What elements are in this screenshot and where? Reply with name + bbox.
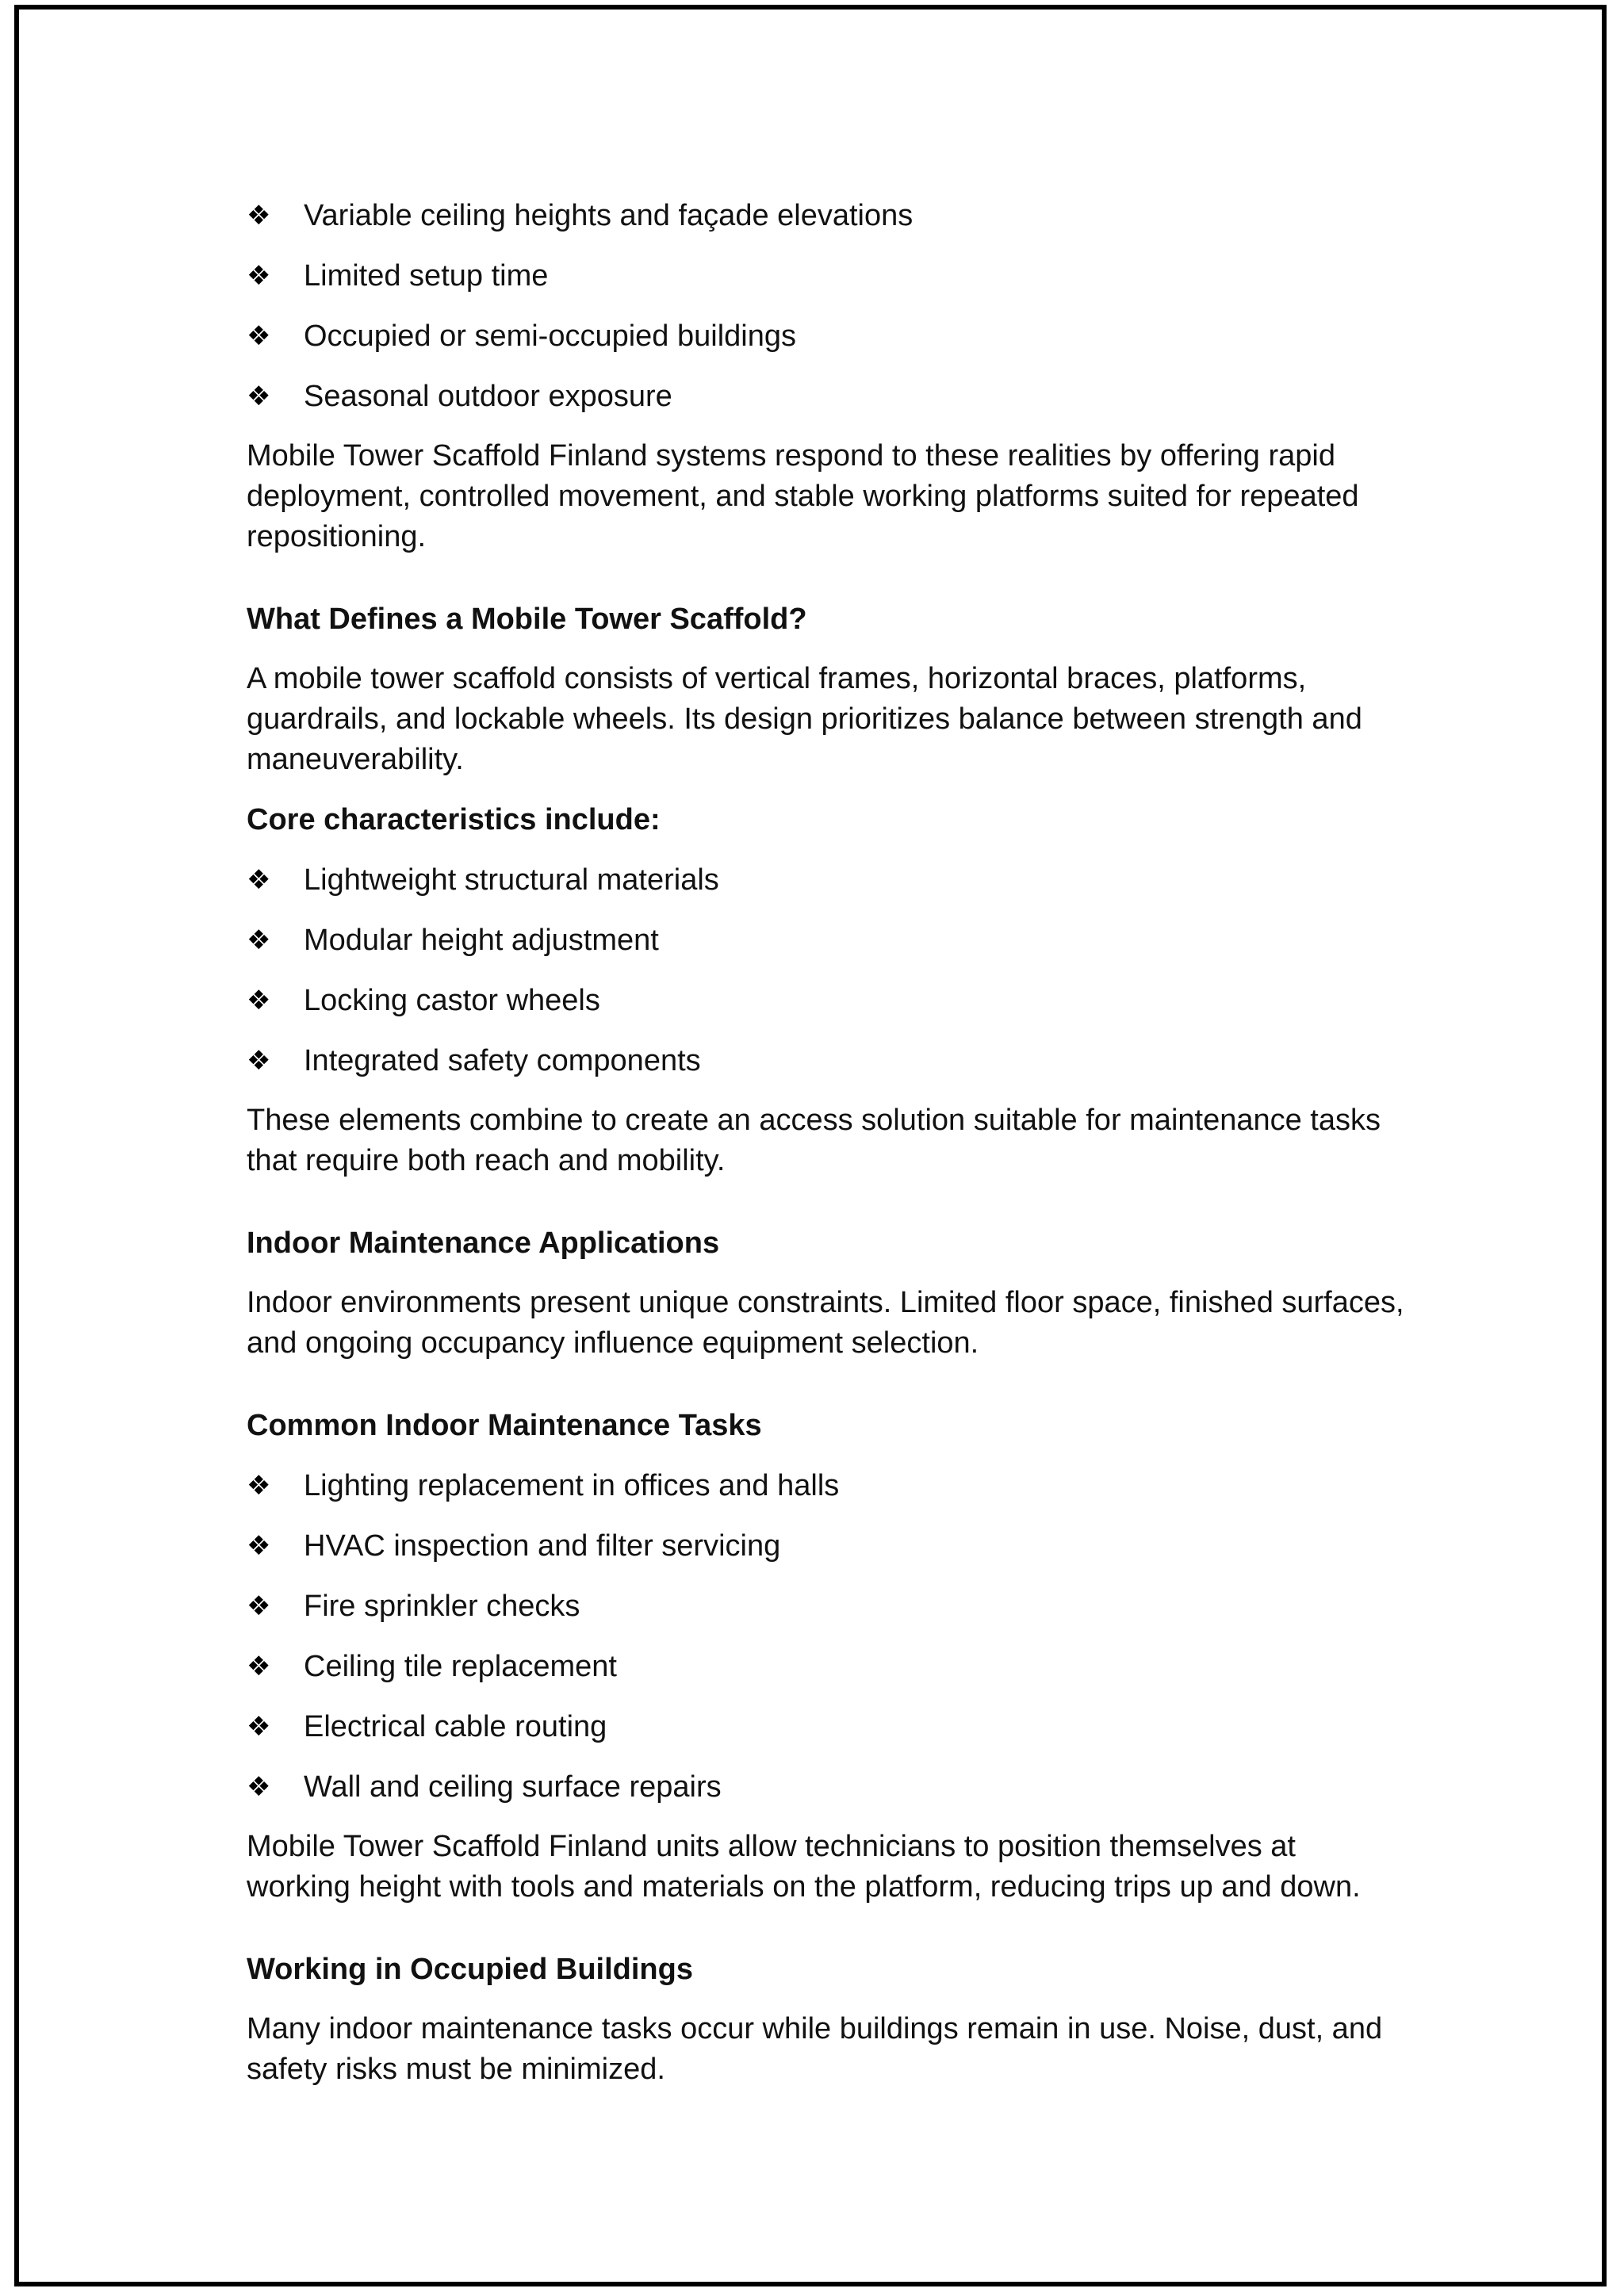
diamond-bullet-icon: ❖ (247, 1590, 271, 1622)
list-item: ❖ Electrical cable routing (247, 1706, 1404, 1747)
diamond-bullet-icon: ❖ (247, 924, 271, 956)
diamond-bullet-icon: ❖ (247, 200, 271, 232)
section-heading-indoor: Indoor Maintenance Applications (247, 1226, 720, 1260)
tasks-bullet-list (247, 1465, 1404, 1808)
list-item: ❖ Lightweight structural materials (247, 859, 1404, 901)
list-item: ❖ Ceiling tile replacement (247, 1646, 1404, 1687)
list-item: ❖ Locking castor wheels (247, 980, 1404, 1021)
diamond-bullet-icon: ❖ (247, 1470, 271, 1502)
diamond-bullet-icon: ❖ (247, 381, 271, 412)
diamond-bullet-icon: ❖ (247, 864, 271, 896)
list-item: ❖ HVAC inspection and filter servicing (247, 1525, 1404, 1567)
list-item: ❖ Occupied or semi-occupied buildings (247, 316, 1404, 357)
document-body (247, 195, 1404, 2109)
section-heading-tasks: Common Indoor Maintenance Tasks (247, 1409, 762, 1442)
core-characteristics-subheading: Core characteristics include: (247, 803, 661, 836)
list-item: ❖ Fire sprinkler checks (247, 1586, 1404, 1627)
section-heading-occupied: Working in Occupied Buildings (247, 1953, 693, 1986)
tasks-closing-paragraph: Mobile Tower Scaffold Finland units allow technicians to position themselves at working height with tools and materials on the platform, reducing trips up and down. (247, 1830, 1361, 1904)
diamond-bullet-icon: ❖ (247, 1711, 271, 1743)
diamond-bullet-icon: ❖ (247, 260, 271, 292)
diamond-bullet-icon: ❖ (247, 1045, 271, 1077)
list-item: ❖ Variable ceiling heights and façade elevations (247, 195, 1404, 236)
diamond-bullet-icon: ❖ (247, 320, 271, 352)
diamond-bullet-icon: ❖ (247, 1651, 271, 1682)
intro-paragraph: Mobile Tower Scaffold Finland systems respond to these realities by offering rapid deployment, controlled movement, and stable working platforms suited for repeated repositioning. (247, 439, 1359, 553)
indoor-paragraph: Indoor environments present unique constraints. Limited floor space, finished surfaces, and ongoing occupancy influence equipment selection. (247, 1286, 1404, 1360)
diamond-bullet-icon: ❖ (247, 985, 271, 1016)
section-heading-definition: What Defines a Mobile Tower Scaffold? (247, 603, 807, 636)
characteristics-bullet-list (247, 859, 1404, 1081)
list-item: ❖ Wall and ceiling surface repairs (247, 1766, 1404, 1808)
occupied-paragraph: Many indoor maintenance tasks occur while buildings remain in use. Noise, dust, and safety risks must be minimized. (247, 2012, 1383, 2086)
definition-closing-paragraph: These elements combine to create an access solution suitable for maintenance tasks that require both reach and mobility. (247, 1104, 1381, 1177)
definition-paragraph: A mobile tower scaffold consists of vertical frames, horizontal braces, platforms, guardrails, and lockable wheels. Its design prioritizes balance between strength and maneuverability. (247, 662, 1362, 776)
diamond-bullet-icon: ❖ (247, 1771, 271, 1803)
list-item: ❖ Lighting replacement in offices and halls (247, 1465, 1404, 1506)
list-item: ❖ Integrated safety components (247, 1040, 1404, 1081)
list-item: ❖ Limited setup time (247, 255, 1404, 297)
list-item: ❖ Seasonal outdoor exposure (247, 376, 1404, 417)
list-item: ❖ Modular height adjustment (247, 920, 1404, 961)
intro-bullet-list (247, 195, 1404, 417)
diamond-bullet-icon: ❖ (247, 1530, 271, 1562)
